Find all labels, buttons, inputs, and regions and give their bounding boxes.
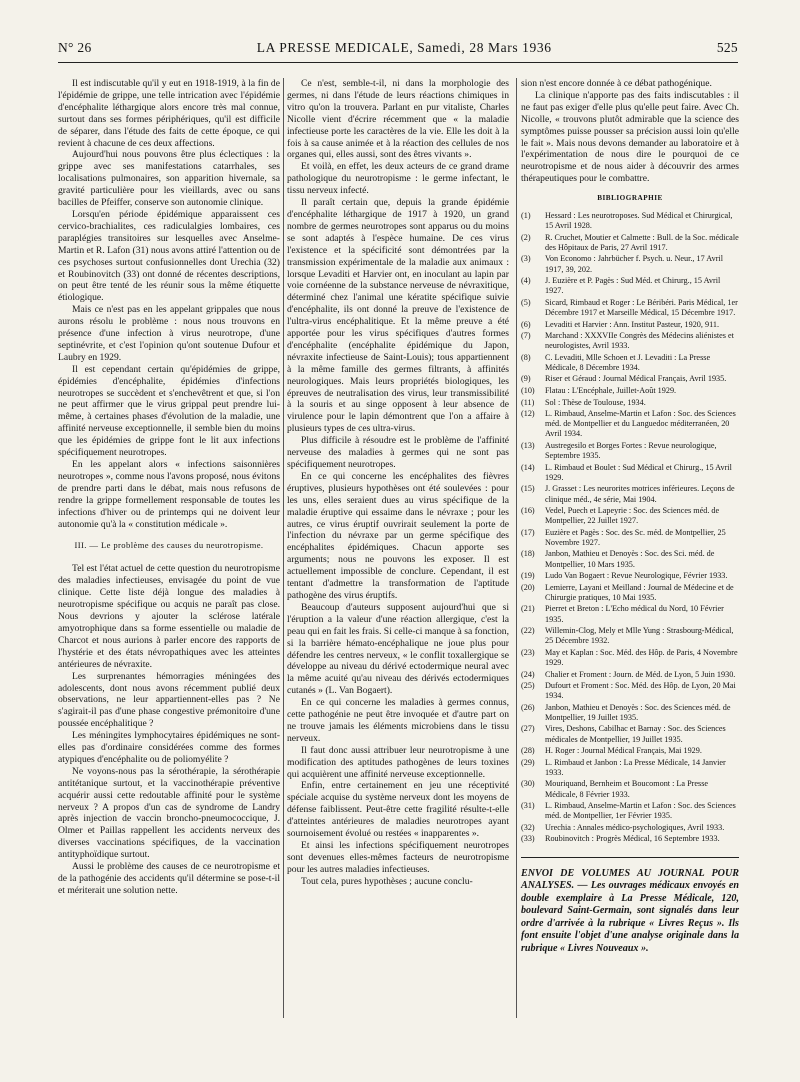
paragraph: sion n'est encore donnée à ce débat pathogénique. [521,78,712,89]
reference-number: (1) [521,211,531,221]
page-number: 525 [716,40,738,55]
paragraph: Aussi le problème des causes de ce neurotropisme et de la pathogénie des accidents qu'il détermine se pose-t-il et mériterait une solution nette. [58,861,280,896]
paragraph: Il faut donc aussi attribuer leur neurotropisme à une modification des aptitudes pathogènes de leurs toxines qui acquièrent une affinité nerveuse exceptionnelle. [287,744,509,780]
reference-number: (28) [521,746,535,756]
bibliography-entry [521,670,739,680]
reference-number: (3) [521,254,531,264]
paragraph: Mais ce n'est pas en les appelant grippales que nous aurons résolu le problème : nous nous trouvons en présence d'une infection à virus neurotrope, d'une septinévrite, et c'est l'opinion qu'ont soutenue Dufour et Laubry en 1929. [58,304,280,363]
reference-text: L. Rimbaud et Boulet : Sud Médical et Chirurg., 15 Avril 1929. [545,462,732,482]
reference-text: Roubinovitch : Progrès Médical, 16 Septembre 1933. [545,834,720,844]
column-1 [58,78,280,897]
reference-text: Willemin-Clog, Mely et Mlle Yung : Strasbourg-Médical, 25 Décembre 1932. [545,626,734,646]
paragraph: Enfin, entre certainement en jeu une réceptivité spéciale acquise du système nerveux dont les moyens de défense faiblissent. Peut-être cette fragilité résulte-t-elle d'atteintes antérieures de maladies neurotropes ayant sournoisement évolué ou restées « inapparentes ». [287,780,509,840]
bibliography-entry [521,331,739,351]
reference-text: Pierret et Breton : L'Echo médical du Nord, 10 Février 1935. [545,604,724,624]
reference-text: L. Rimbaud, Anselme-Martin et Lafon : Soc. des Sciences méd. de Montpellier et du Languedoc méditerranéen, 20 Avril 1934. [545,409,736,439]
reference-number: (26) [521,702,535,712]
reference-text: Mouriquand, Bernheim et Boucomont : La Presse Médicale, 8 Février 1933. [545,779,709,799]
reference-number: (30) [521,779,535,789]
reference-text: Dufourt et Froment : Soc. Méd. des Hôp. de Lyon, 20 Mai 1934. [545,681,736,701]
reference-text: Sicard, Rimbaud et Roger : Le Béribéri. Paris Médical, 1er Décembre 1917 et Marseille Médical, 15 Décembre 1917. [545,297,738,317]
bibliography-entry [521,681,739,701]
column-2 [287,78,509,888]
column-3 [521,78,739,956]
bibliography-entry [521,441,739,461]
paragraph: Tout cela, pures hypothèses ; aucune conclu- [301,875,473,887]
bibliography-entry [521,506,739,526]
bibliography-entry [521,703,739,723]
bibliography-entry [521,746,739,756]
reference-number: (9) [521,374,531,384]
issue-number: N° 26 [58,40,92,55]
bibliography-entry [521,724,739,744]
bibliography-entry [521,571,739,581]
paragraph: Il est indiscutable qu'il y eut en 1918-1919, à la fin de l'épidémie de grippe, une telle intrication avec l'épidémie d'encéphalite léthargique alors encore très mal connue, surtout dans ses formes périphériques, qu'il est difficile de séparer, dans l'étude des faits de cette époque, ce qui revient à chacune de ces deux affections. [58,78,280,149]
bibliography-entry [521,233,739,253]
bibliography-entry [521,801,739,821]
paragraph: En ce qui concerne les encéphalites des fièvres éruptives, plusieurs hypothèses ont été soulevées : pour les uns, elles seraient dues au virus spécifique de la maladie éruptive qui essaime dans le névraxe ; pour les autres, ce virus éruptif ouvrirait seulement la porte de l'infection du névraxe par un germe spécifique des encéphalites épidémiques. Chacun apporte ses arguments; nous ne pouvons les exposer. Il est actuellement impossible de conclure. Cependant, il est tentant d'admettre la transformation de l'aptitude pathogène des virus éruptifs. [287,470,509,601]
reference-text: Hessard : Les neurotroposes. Sud Médical et Chirurgical, 15 Avril 1928. [545,211,733,231]
reference-number: (16) [521,506,535,516]
paragraph: Aujourd'hui nous pouvons être plus éclectiques : la grippe avec ses manifestations catarrhales, ses localisations pulmonaires, son apparition hivernale, sa gravité particulière pour les vieillards, avec ou sans bacilles de Pfeiffer, conserve son autonomie clinique. [58,149,280,209]
bibliography-entry [521,398,739,408]
bibliography-entry [521,758,739,778]
bibliography-entry [521,779,739,799]
bibliography-entry [521,834,739,844]
reference-number: (25) [521,681,535,691]
bibliography-entry [521,626,739,646]
paragraph: Tel est l'état actuel de cette question du neurotropisme des maladies infectieuses, envisagée du point de vue clinique. Cette liste déjà longue des maladies à neurotropisme spécifique ou acquis ne paraît pas close. Nous devrions y ajouter la sclérose latérale amyotrophique dans sa forme essentielle ou maladie de Charcot et nous aurions à parler encore des rapports de l'hystérie et des états névropathiques avec les atteintes antérieures de névraxite. [58,563,280,670]
reference-text: Janbon, Mathieu et Denoyès : Soc. des Sci. méd. de Montpellier, 10 Mars 1935. [545,549,715,569]
reference-text: R. Cruchet, Moutier et Calmette : Bull. de la Soc. médicale des Hôpitaux de Paris, 27 Avril 1917. [545,232,739,252]
reference-number: (7) [521,331,531,341]
reference-text: Flatau : L'Encéphale, Juillet-Août 1929. [545,386,677,396]
reference-text: Marchand : XXXVIIe Congrès des Médecins aliénistes et neurologistes, Avril 1933. [545,331,734,351]
bibliography-entry [521,254,739,274]
bibliography-entry [521,386,739,396]
reference-text: Vires, Deshons, Cabilhac et Barnay : Soc. des Sciences médicales de Montpellier, 19 Juillet 1935. [545,724,726,744]
reference-text: L. Rimbaud, Anselme-Martin et Lafon : Soc. des Sciences méd. de Montpellier, 1er Février 1935. [545,801,736,821]
reference-number: (13) [521,441,535,451]
bibliography-entry [521,211,739,231]
reference-number: (12) [521,409,535,419]
reference-text: J. Grasset : Les neurorites motrices inférieures. Leçons de clinique méd., 4e série, Mai 1904. [545,484,735,504]
reference-number: (31) [521,801,535,811]
reference-number: (11) [521,397,535,407]
bibliography-entry [521,374,739,384]
reference-number: (22) [521,626,535,636]
bibliography-entry [521,276,739,296]
reference-number: (17) [521,527,535,537]
paragraph: Et ainsi les infections spécifiquement neurotropes sont devenues elles-mêmes facteurs de neurotropisme pour les autres maladies infectieuses. [287,840,509,875]
reference-text: Janbon, Mathieu et Denoyès : Soc. des Sciences méd. de Montpellier, 19 Juillet 1935. [545,702,731,722]
paragraph: Lorsqu'en période épidémique apparaissent ces cervico-brachialites, ces radiculalgies lombaires, ces paraplégies transitoires sur lesquelles avec Anselme-Martin et R. Lafon (31) nous avons attiré l'attention ou de ces psychoses surtout confusionnelles dont Urechia (32) et Roubinovitch (33) ont donné de récentes descriptions, on peut être tenté de les réunir sous la même étiquette étiologique. [58,208,280,304]
reference-text: C. Levaditi, Mlle Schoen et J. Levaditi : La Presse Médicale, 8 Décembre 1934. [545,352,711,372]
bibliography-entry [521,298,739,318]
reference-number: (14) [521,462,535,472]
notice-box: ENVOI DE VOLUMES AU JOURNAL POUR ANALYSES. — Les ouvrages médicaux envoyés en double exemplaire à La Presse Médicale, 120, boulevard Saint-Germain, sont signalés dans leur ordre d'arrivée à la rubrique « Livres Reçus ». Ils font ensuite l'objet d'une analyse originale dans la rubrique « Livres Nouveaux ». [521,867,739,955]
paragraph: Les méningites lymphocytaires épidémiques ne sont-elles pas d'ordinaire considérées comme des formes atypiques d'encéphalite ou de poliomyélite ? [58,730,280,765]
reference-number: (5) [521,297,531,307]
paragraph: Plus difficile à résoudre est le problème de l'affinité nerveuse des maladies à germes qui ne sont pas spécifiquement neurotropes. [287,435,509,470]
reference-text: Riser et Géraud : Journal Médical Français, Avril 1935. [545,374,727,384]
bibliography-entry [521,484,739,504]
column-separator [516,78,517,1018]
reference-text: L. Rimbaud et Janbon : La Presse Médicale, 14 Janvier 1933. [545,757,726,777]
bibliography-list [521,211,739,844]
page-header [58,40,738,63]
reference-text: Vedel, Puech et Lapeyrie : Soc. des Sciences méd. de Montpellier, 22 Juillet 1927. [545,506,720,526]
reference-text: Urechia : Annales médico-psychologiques, Avril 1933. [545,822,725,832]
reference-text: Austregesilo et Borges Fortes : Revue neurologique, Septembre 1935. [545,441,717,461]
paragraph: Les surprenantes hémorragies méningées des adolescents, dont nous avons récemment publié deux observations, ne leur appartiennent-elles pas ? Ne s'agirait-il pas d'une phase congestive prémonitoire d'une poussée encéphalitique ? [58,670,280,730]
reference-number: (29) [521,757,535,767]
reference-number: (18) [521,549,535,559]
reference-text: Ludo Van Bogaert : Revue Neurologique, Février 1933. [545,571,728,581]
reference-number: (27) [521,724,535,734]
reference-text: May et Kaplan : Soc. Méd. des Hôp. de Paris, 4 Novembre 1929. [545,647,738,667]
reference-number: (8) [521,352,531,362]
reference-number: (33) [521,834,535,844]
bibliography-entry [521,604,739,624]
reference-number: (19) [521,571,535,581]
reference-number: (24) [521,669,535,679]
bibliography-entry [521,528,739,548]
paragraph: En les appelant alors « infections saisonnières neurotropes », comme nous l'avons proposé, nous évitons de prendre parti dans le débat, mais nous refusons de rendre la grippe formellement responsable de toutes les infections d'hiver ou de printemps qui ne doivent leur autonomie qu'à la « constitution médicale ». [58,459,280,530]
section-heading: III. — Le problème des causes du neurotropisme. [74,540,264,551]
paragraph: Et voilà, en effet, les deux acteurs de ce grand drame pathologique du neurotropisme : le germe infectant, le tissu nerveux infecté. [287,161,509,197]
reference-text: Sol : Thèse de Toulouse, 1934. [545,397,646,407]
bibliography-entry [521,353,739,373]
journal-title: LA PRESSE MEDICALE, Samedi, 28 Mars 1936 [256,40,552,55]
divider [521,857,739,858]
reference-number: (21) [521,604,535,614]
paragraph: Il est cependant certain qu'épidémies de grippe, épidémies d'encéphalite, épidémies d'infections neurotropes se succèdent et s'enchevêtrent et que, si l'on ne peut affirmer que le virus grippal peut prendre lui-même, à certaines phases d'évolution de la maladie, une affinité nerveuse exceptionnelle, il semble bien du moins que les épidémies de grippe font le lit aux infections spécifiquement neurotropes. [58,363,280,459]
reference-number: (6) [521,319,531,329]
reference-text: Chalier et Froment : Journ. de Méd. de Lyon, 5 Juin 1930. [545,669,736,679]
paragraph: La clinique n'apporte pas des faits indiscutables : il ne faut pas exiger d'elle plus qu'elle peut faire. Avec Ch. Nicolle, « trouvons plutôt admirable que la science des symptômes puisse pousser sa précision aussi loin qu'elle le fait ». Mais nous devons demander au laboratoire et à l'expérimentation de nous dire le pourquoi de ce neurotropisme et de nous aider à découvrir des armes thérapeutiques pour le combattre. [521,89,739,185]
reference-number: (32) [521,822,535,832]
reference-text: H. Roger : Journal Médical Français, Mai 1929. [545,746,702,756]
reference-text: Lemierre, Layani et Meilland : Journal de Médecine et de Chirurgie pratiques, 10 Mai 1935. [545,582,734,602]
paragraph: Beaucoup d'auteurs supposent aujourd'hui que si l'éruption a la valeur d'une réaction allergique, c'est la peau qui en fait les frais. Si celle-ci manque à sa fonction, si la barrière hémato-encéphalique ne joue plus pour défendre les centres nerveux, « le conflit toxallergique se développe au niveau du dérivé ectodermique neural avec la même acuité qu'au niveau des dérivés ectodermiques cutanés » (L. Van Bogaert). [287,601,509,697]
bibliography-heading: BIBLIOGRAPHIE [597,194,663,203]
paragraph: En ce qui concerne les maladies à germes connus, cette pathogénie ne peut être invoquée et d'autre part on ne trouve jamais les éléments microbiens dans le tissu nerveux. [287,697,509,744]
reference-number: (15) [521,484,535,494]
bibliography-entry [521,823,739,833]
bibliography-entry [521,549,739,569]
reference-number: (10) [521,386,535,396]
reference-text: J. Euzière et P. Pagès : Sud Méd. et Chirurg., 15 Avril 1927. [545,276,721,296]
bibliography-entry [521,463,739,483]
column-separator [283,78,284,1018]
bibliography-entry [521,648,739,668]
reference-number: (4) [521,276,531,286]
bibliography-entry [521,320,739,330]
reference-text: Levaditi et Harvier : Ann. Institut Pasteur, 1920, 911. [545,319,720,329]
reference-number: (20) [521,582,535,592]
bibliography-entry [521,583,739,603]
bibliography-entry [521,409,739,439]
reference-number: (23) [521,647,535,657]
reference-text: Von Economo : Jahrbücher f. Psych. u. Neur., 17 Avril 1917, 39, 202. [545,254,723,274]
reference-number: (2) [521,232,531,242]
paragraph: Il paraît certain que, depuis la grande épidémie d'encéphalite léthargique de 1917 à 1920, un grand nombre de germes neurotropes sont apparus ou du moins se sont adaptés à l'espèce humaine. De ces virus l'existence et la spécificité sont démontrées par la transmission expérimentale de la maladie aux animaux : lorsque Levaditi et Harvier ont, en inoculant au lapin par voie cornéenne de la substance nerveuse de névraxitique, déterminé chez l'animal une kératite spécifique suivie d'encéphalite, ils ont donné la preuve de l'existence de l'ultra-virus encéphalitique. Et la même preuve a été apportée pour les virus spécifiques d'autres formes d'encéphalite (encéphalite épidémique du Japon, névraxite infectieuse de Saint-Louis); tous appartiennent à la même famille des germes filtrants, à affinités neurologiques. Mais leurs propriétés biologiques, les épreuves de neutralisation des virus, leur transmissibilité à la souris et au singe opposent à leur absence de virulence pour le lapin démontrent que l'on a affaire à plusieurs types de ces ultra-virus. [287,197,509,435]
paragraph: Ce n'est, semble-t-il, ni dans la morphologie des germes, ni dans l'étude de leurs réactions chimiques in vitro qu'on la trouvera. Parlant en pur vitaliste, Charles Nicolle vient d'écrire récemment que « la maladie infectieuse porte les caractères de la vie. Elle les doit à la fois à sa cause animée et à la réaction des cellules de nos organes qui, elles aussi, sont des êtres vivants ». [287,78,509,161]
reference-text: Euzière et Pagès : Soc. des Sc. méd. de Montpellier, 25 Novembre 1927. [545,527,726,547]
paragraph: Ne voyons-nous pas la sérothérapie, la sérothérapie antitétanique surtout, et la vaccinothérapie préventive acquérir aussi cette redoutable affinité pour le système nerveux ? A propos d'un cas de syndrome de Landry après injection de vaccin broncho-pneumococcique, J. Olmer et Paillas rappellent les accidents nerveux des diverses vaccinations spécifiques, de la vaccination antityphoïdique surtout. [58,765,280,861]
